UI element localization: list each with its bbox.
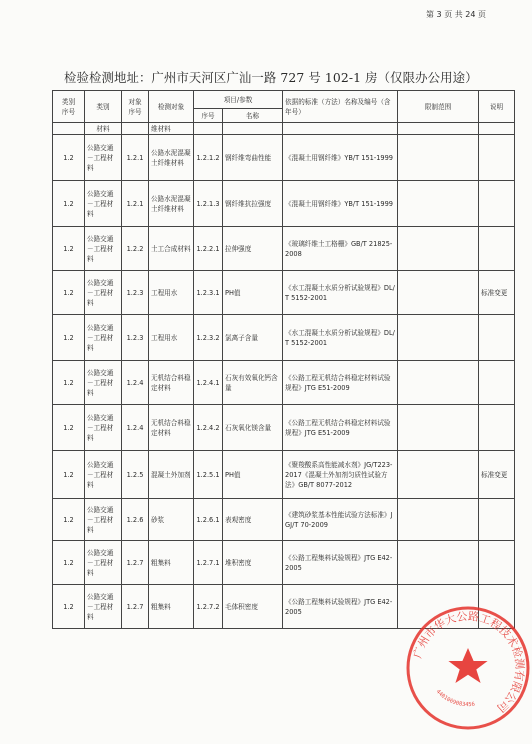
row-category-no: 1.2 — [53, 271, 85, 315]
row-object-no: 1.2.1 — [122, 181, 149, 227]
header-category-no: 类别 序号 — [53, 91, 85, 123]
row-standard: 《聚羧酸系高性能减水剂》JG/T223-2017《混凝土外加剂匀质性试验方法》GB/T 8077-2012 — [283, 451, 398, 499]
row-note — [479, 361, 515, 405]
header-item-param: 项目/参数 — [194, 91, 283, 109]
row-category-no: 1.2 — [53, 405, 85, 451]
row-category: 公路交通－工程材料 — [85, 227, 122, 271]
row-item-seq: 1.2.1.3 — [194, 181, 223, 227]
row-object-no: 1.2.3 — [122, 315, 149, 361]
scope-table — [52, 90, 515, 629]
row-standard: 《水工混凝土水质分析试验规程》DL/T 5152-2001 — [283, 315, 398, 361]
row-note — [479, 227, 515, 271]
row-category: 公路交通－工程材料 — [85, 405, 122, 451]
row-item-name: 拉伸强度 — [223, 227, 283, 271]
table-row — [53, 541, 515, 585]
row-note — [479, 541, 515, 585]
row-category-no: 1.2 — [53, 361, 85, 405]
row-note — [479, 315, 515, 361]
row-limit — [398, 227, 479, 271]
row-item-seq: 1.2.4.1 — [194, 361, 223, 405]
row-object: 砂浆 — [149, 499, 194, 541]
row-item-name: 表观密度 — [223, 499, 283, 541]
row-object-no: 1.2.1 — [122, 135, 149, 181]
row-category: 公路交通－工程材料 — [85, 361, 122, 405]
header-standard: 依据的标准（方法）名称及编号（含年号） — [283, 91, 398, 123]
lab-address: 检验检测地址：广州市天河区广汕一路 727 号 102-1 房（仅限办公用途） — [64, 70, 478, 85]
row-standard: 《水工混凝土水质分析试验规程》DL/T 5152-2001 — [283, 271, 398, 315]
header-note: 说明 — [479, 91, 515, 123]
row-category: 公路交通－工程材料 — [85, 499, 122, 541]
row-item-name: 石灰氧化镁含量 — [223, 405, 283, 451]
row-item-seq: 1.2.1.2 — [194, 135, 223, 181]
seal-star-icon — [448, 648, 487, 683]
row-standard: 《公路工程无机结合料稳定材料试验规程》JTG E51-2009 — [283, 405, 398, 451]
header-object: 检测对象 — [149, 91, 194, 123]
table-row — [53, 499, 515, 541]
row-item-seq: 1.2.4.2 — [194, 405, 223, 451]
row-object: 混凝土外加剂 — [149, 451, 194, 499]
row-item-seq: 1.2.6.1 — [194, 499, 223, 541]
row-category-no: 1.2 — [53, 585, 85, 629]
row-object: 无机结合料稳定材料 — [149, 361, 194, 405]
row-standard: 《混凝土用钢纤维》YB/T 151-1999 — [283, 135, 398, 181]
row-item-name: 钢纤维弯曲性能 — [223, 135, 283, 181]
row-item-name: PH值 — [223, 451, 283, 499]
row-limit — [398, 315, 479, 361]
seal-ring-text: 广州市华大公路工程技术检测有限公司 — [410, 609, 527, 715]
row-note — [479, 405, 515, 451]
row-item-seq: 1.2.5.1 — [194, 451, 223, 499]
row-limit — [398, 361, 479, 405]
row-item-seq: 1.2.7.2 — [194, 585, 223, 629]
row-standard: 《建筑砂浆基本性能试验方法标准》JGJ/T 70-2009 — [283, 499, 398, 541]
header-limit: 限制范围 — [398, 91, 479, 123]
row-note: 标准变更 — [479, 271, 515, 315]
row-note — [479, 135, 515, 181]
row-category: 公路交通－工程材料 — [85, 135, 122, 181]
row-item-name: 毛体积密度 — [223, 585, 283, 629]
row-object-no: 1.2.7 — [122, 585, 149, 629]
table-row — [53, 405, 515, 451]
row-item-name: 氯离子含量 — [223, 315, 283, 361]
row-object: 公路水泥混凝土纤维材料 — [149, 135, 194, 181]
header-object-no: 对象 序号 — [122, 91, 149, 123]
row-limit — [398, 405, 479, 451]
row-category-no: 1.2 — [53, 541, 85, 585]
row-limit — [398, 541, 479, 585]
row-item-seq: 1.2.3.2 — [194, 315, 223, 361]
row-limit — [398, 271, 479, 315]
row-standard: 《公路工程集料试验规程》JTG E42-2005 — [283, 585, 398, 629]
row-note — [479, 499, 515, 541]
row-limit — [398, 499, 479, 541]
row-category-no: 1.2 — [53, 451, 85, 499]
row-category: 公路交通－工程材料 — [85, 585, 122, 629]
table-row — [53, 227, 515, 271]
row-category-no: 1.2 — [53, 135, 85, 181]
row-category-no: 1.2 — [53, 499, 85, 541]
row-object-no: 1.2.3 — [122, 271, 149, 315]
cont-category: 材料 — [85, 123, 122, 135]
row-item-name: 钢纤维抗拉强度 — [223, 181, 283, 227]
row-object-no: 1.2.7 — [122, 541, 149, 585]
continuation-row — [53, 123, 515, 135]
row-category-no: 1.2 — [53, 181, 85, 227]
row-standard: 《混凝土用钢纤维》YB/T 151-1999 — [283, 181, 398, 227]
row-object: 公路水泥混凝土纤维材料 — [149, 181, 194, 227]
cont-object: 维材料 — [149, 123, 194, 135]
page-number: 第 3 页 共 24 页 — [426, 10, 486, 19]
row-object-no: 1.2.5 — [122, 451, 149, 499]
row-note: 标准变更 — [479, 451, 515, 499]
row-note — [479, 181, 515, 227]
row-object: 无机结合料稳定材料 — [149, 405, 194, 451]
table-row — [53, 451, 515, 499]
row-category: 公路交通－工程材料 — [85, 451, 122, 499]
row-category: 公路交通－工程材料 — [85, 181, 122, 227]
header-seq: 序号 — [194, 109, 223, 123]
row-standard: 《玻璃纤维土工格栅》GB/T 21825-2008 — [283, 227, 398, 271]
row-object: 粗集料 — [149, 541, 194, 585]
row-object-no: 1.2.6 — [122, 499, 149, 541]
row-item-seq: 1.2.2.1 — [194, 227, 223, 271]
header-name: 名称 — [223, 109, 283, 123]
company-seal — [404, 604, 532, 732]
row-object: 工程用水 — [149, 315, 194, 361]
row-standard: 《公路工程集料试验规程》JTG E42-2005 — [283, 541, 398, 585]
row-item-seq: 1.2.7.1 — [194, 541, 223, 585]
table-row — [53, 135, 515, 181]
row-object: 土工合成材料 — [149, 227, 194, 271]
row-item-name: PH值 — [223, 271, 283, 315]
row-category-no: 1.2 — [53, 315, 85, 361]
table-row — [53, 361, 515, 405]
row-item-name: 堆积密度 — [223, 541, 283, 585]
row-category: 公路交通－工程材料 — [85, 315, 122, 361]
table-row — [53, 271, 515, 315]
row-category: 公路交通－工程材料 — [85, 271, 122, 315]
row-limit — [398, 135, 479, 181]
header-category: 类别 — [85, 91, 122, 123]
row-limit — [398, 181, 479, 227]
table-row — [53, 181, 515, 227]
row-object: 粗集料 — [149, 585, 194, 629]
row-object-no: 1.2.4 — [122, 361, 149, 405]
row-limit — [398, 451, 479, 499]
seal-serial: 4401069083456 — [434, 688, 476, 709]
row-object: 工程用水 — [149, 271, 194, 315]
row-standard: 《公路工程无机结合料稳定材料试验规程》JTG E51-2009 — [283, 361, 398, 405]
row-category-no: 1.2 — [53, 227, 85, 271]
row-item-seq: 1.2.3.1 — [194, 271, 223, 315]
row-object-no: 1.2.4 — [122, 405, 149, 451]
row-category: 公路交通－工程材料 — [85, 541, 122, 585]
row-item-name: 石灰有效氧化钙含量 — [223, 361, 283, 405]
table-row — [53, 315, 515, 361]
row-object-no: 1.2.2 — [122, 227, 149, 271]
